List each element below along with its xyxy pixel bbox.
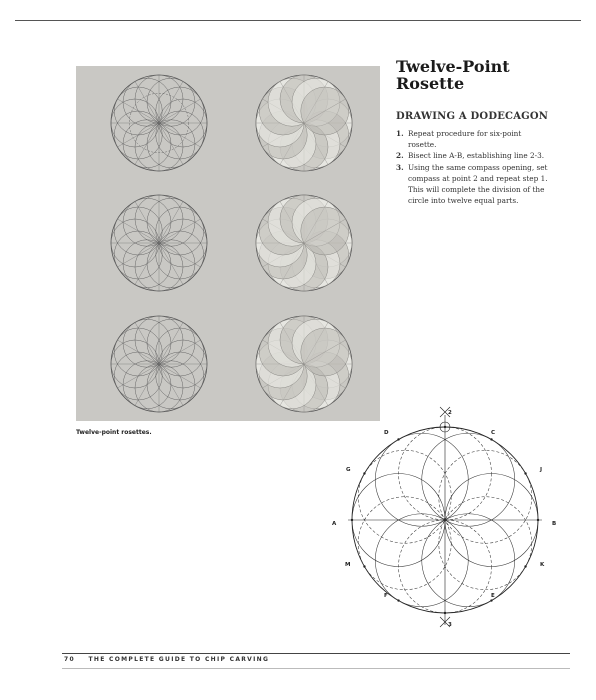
division-point (444, 612, 446, 614)
label-a: A (332, 521, 337, 527)
label-e: E (491, 593, 495, 599)
label-d: D (384, 430, 389, 436)
step-item (396, 128, 571, 150)
book-title: THE COMPLETE GUIDE TO CHIP CARVING (88, 656, 270, 663)
division-point (524, 472, 526, 474)
division-point (537, 519, 539, 521)
footer-rule-lower (62, 668, 570, 669)
drawn-rosette (111, 316, 207, 412)
label-m: M (345, 562, 351, 568)
section-subhead: DRAWING A DODECAGON (396, 111, 549, 122)
construction-lines (348, 407, 542, 627)
step-number: 1. (396, 129, 404, 138)
carved-rosette (256, 75, 352, 171)
radial-line (159, 81, 183, 123)
photo-caption: Twelve-point rosettes. (76, 429, 152, 436)
radial-line (159, 340, 201, 364)
radial-line (159, 322, 183, 364)
division-point (351, 519, 353, 521)
step-text: Using the same compass opening, set compass at point 2 and repeat step 1. This will complete the division of the circle into twelve equal parts. (408, 162, 548, 206)
division-point (490, 599, 492, 601)
top-rule (15, 20, 581, 21)
division-point (444, 426, 446, 428)
petal-arc (439, 450, 532, 543)
step-text: Bisect line A-B, establishing line 2-3. (408, 151, 545, 161)
step-item (396, 162, 571, 207)
division-point (524, 565, 526, 567)
rosettes-photo (76, 66, 380, 421)
radial-line (159, 99, 201, 123)
label-j: J (540, 467, 543, 473)
label-f: F (384, 593, 388, 599)
carved-rosette (256, 316, 352, 412)
drawn-rosette (111, 75, 207, 171)
drawn-rosette (111, 195, 207, 291)
footer-rule (62, 653, 570, 654)
label-2: 2 (448, 410, 452, 416)
step-number: 2. (396, 151, 404, 161)
label-k: K (540, 562, 545, 568)
page-title: Twelve-Point Rosette (396, 57, 510, 93)
steps-list (396, 128, 571, 206)
radial-line (159, 219, 201, 243)
rosettes-photo-drawing (76, 66, 380, 421)
division-point (397, 599, 399, 601)
carved-rosette (256, 195, 352, 291)
division-point (363, 472, 365, 474)
step-item (396, 150, 571, 161)
label-c: C (491, 430, 496, 436)
label-3: 3 (448, 622, 452, 628)
radial-line (159, 201, 183, 243)
step-text: Repeat procedure for six-point rosette. (408, 129, 522, 150)
division-point (490, 438, 492, 440)
division-point (397, 438, 399, 440)
step-number: 3. (396, 162, 404, 172)
page-number: 70 (64, 656, 75, 663)
division-point (363, 565, 365, 567)
dodecagon-diagram (330, 400, 560, 630)
label-g: G (346, 467, 351, 473)
label-b: B (552, 521, 557, 527)
page-footer (64, 656, 269, 663)
